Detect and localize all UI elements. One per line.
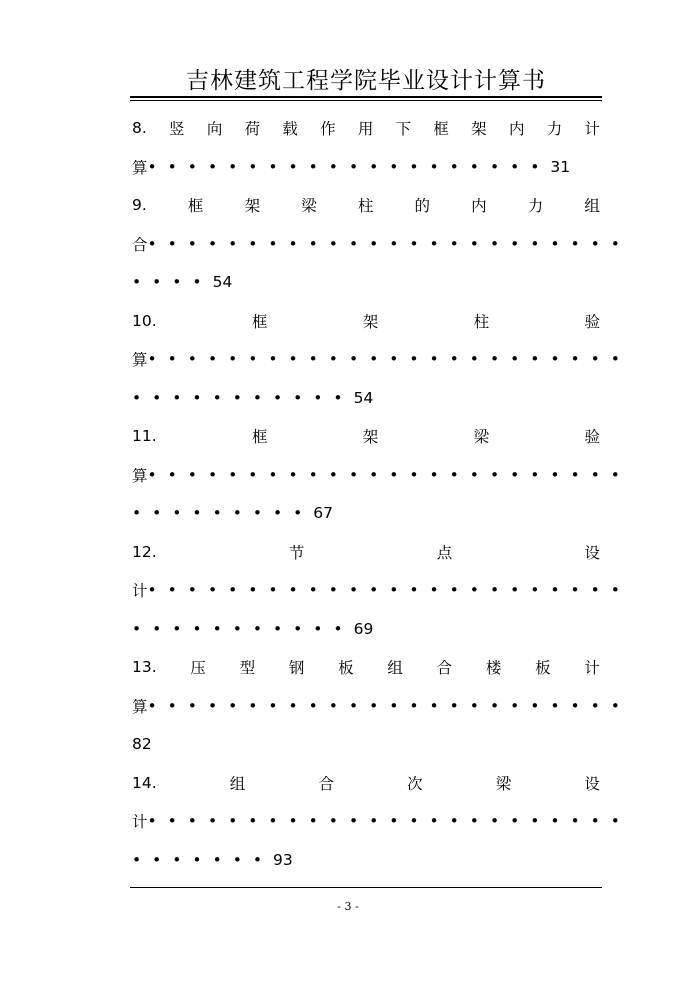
toc-heading-char: 梁 <box>301 197 317 216</box>
toc-heading-char: 次 <box>407 774 423 793</box>
toc-heading-line <box>132 648 600 687</box>
toc-entry-number: 9. <box>132 196 147 215</box>
toc-heading-char: 内 <box>508 120 525 139</box>
toc-heading-char: 点 <box>436 543 453 562</box>
toc-heading-char: 竖 <box>169 120 185 139</box>
toc-heading-char: 设 <box>584 543 600 562</box>
toc-page-line <box>132 610 600 649</box>
toc-heading-char: 载 <box>282 120 298 139</box>
toc-dot-leader: •••••••••••••••••••••••• <box>147 696 631 715</box>
toc-heading-continuation: 计 <box>132 582 148 601</box>
toc-heading-char: 架 <box>244 197 261 216</box>
toc-leader-line <box>132 456 631 495</box>
toc-leader-line <box>132 148 600 187</box>
toc-heading-char: 组 <box>229 774 246 793</box>
toc-page-number: 31 <box>550 157 571 176</box>
toc-heading-char: 合 <box>318 774 334 793</box>
toc-entry-number: 11. <box>132 427 157 446</box>
toc-entry-number: 8. <box>132 119 147 138</box>
table-of-contents <box>132 109 631 879</box>
toc-heading-line <box>132 533 600 572</box>
toc-heading-char: 验 <box>584 428 600 447</box>
toc-heading-char: 框 <box>251 312 268 331</box>
toc-heading-char: 架 <box>362 312 379 331</box>
footer-page-number: - 3 - <box>337 900 359 913</box>
toc-heading-char: 向 <box>206 120 223 139</box>
toc-heading-line <box>132 302 600 341</box>
toc-heading-char: 力 <box>546 120 563 139</box>
toc-heading-char: 板 <box>338 659 354 678</box>
toc-page-number: 69 <box>353 619 374 638</box>
toc-heading-char: 柱 <box>357 197 374 216</box>
toc-leader-line <box>132 225 631 264</box>
toc-dot-leader: •••••••••••••••••••• <box>147 157 551 176</box>
toc-heading-continuation: 算 <box>132 351 148 370</box>
toc-heading-char: 框 <box>433 120 449 139</box>
toc-heading-line <box>132 764 600 803</box>
toc-leader-line <box>132 687 631 726</box>
toc-heading-char: 架 <box>471 120 487 139</box>
toc-page-number: 54 <box>212 273 233 292</box>
toc-heading-char: 计 <box>584 120 600 139</box>
toc-page-number: 67 <box>313 504 334 523</box>
toc-dot-leader: •••••••••••••••••••••••• <box>147 350 631 369</box>
toc-heading-char: 梁 <box>473 428 490 447</box>
toc-heading-continuation: 算 <box>132 158 148 177</box>
toc-dot-leader: ••••••••••• <box>132 619 354 638</box>
toc-dot-leader: •••• <box>132 273 213 292</box>
toc-heading-char: 力 <box>527 197 544 216</box>
toc-dot-leader: ••••••• <box>132 850 273 869</box>
toc-heading-char: 作 <box>320 120 336 139</box>
toc-page-number: 54 <box>353 388 374 407</box>
toc-page-line <box>132 494 600 533</box>
toc-heading-char: 柱 <box>473 312 490 331</box>
toc-heading-line <box>132 109 600 148</box>
toc-heading-char: 型 <box>239 659 256 678</box>
toc-entry-number: 10. <box>132 311 157 330</box>
toc-entry-number: 13. <box>132 658 157 677</box>
toc-heading-continuation: 算 <box>132 697 148 716</box>
toc-heading-char: 组 <box>387 659 403 678</box>
toc-heading-continuation: 合 <box>132 235 148 254</box>
toc-heading-char: 内 <box>471 197 487 216</box>
toc-heading-char: 下 <box>395 120 412 139</box>
toc-page-number: 93 <box>273 850 293 869</box>
toc-heading-char: 节 <box>288 543 305 562</box>
toc-leader-line <box>132 802 631 841</box>
toc-heading-char: 板 <box>535 659 551 678</box>
toc-heading-char: 梁 <box>495 774 512 793</box>
toc-page-line <box>132 263 600 302</box>
toc-page-line <box>132 841 600 880</box>
toc-heading-char: 压 <box>190 659 206 678</box>
toc-heading-continuation: 计 <box>132 813 148 832</box>
toc-heading-char: 荷 <box>244 120 261 139</box>
toc-heading-continuation: 算 <box>132 466 148 485</box>
toc-heading-char: 计 <box>584 659 600 678</box>
toc-page-number: 82 <box>132 735 152 754</box>
toc-leader-line <box>132 571 631 610</box>
toc-heading-char: 验 <box>584 312 600 331</box>
toc-heading-char: 的 <box>414 197 430 216</box>
toc-page-line <box>132 379 600 418</box>
header-rule-thick <box>130 96 602 98</box>
toc-heading-char: 钢 <box>288 659 305 678</box>
header-rule-thin <box>130 100 602 101</box>
toc-dot-leader: •••••••••••••••••••••••• <box>147 234 631 253</box>
toc-heading-char: 框 <box>187 197 204 216</box>
toc-page-line <box>132 725 600 764</box>
toc-heading-line <box>132 186 600 225</box>
toc-dot-leader: ••••••••• <box>132 504 314 523</box>
page-header-title: 吉林建筑工程学院毕业设计计算书 <box>186 68 546 94</box>
toc-heading-char: 用 <box>357 120 374 139</box>
toc-heading-char: 合 <box>436 659 453 678</box>
footer-rule <box>130 887 602 888</box>
toc-leader-line <box>132 340 631 379</box>
toc-dot-leader: ••••••••••• <box>132 388 354 407</box>
toc-heading-line <box>132 417 600 456</box>
toc-heading-char: 组 <box>584 197 600 216</box>
toc-dot-leader: •••••••••••••••••••••••• <box>147 812 631 831</box>
toc-dot-leader: •••••••••••••••••••••••• <box>147 465 631 484</box>
toc-heading-char: 架 <box>362 428 379 447</box>
toc-heading-char: 框 <box>251 428 268 447</box>
toc-entry-number: 12. <box>132 542 157 561</box>
toc-heading-char: 楼 <box>485 659 502 678</box>
toc-entry-number: 14. <box>132 773 157 792</box>
toc-heading-char: 设 <box>584 774 600 793</box>
toc-dot-leader: •••••••••••••••••••••••• <box>147 581 631 600</box>
